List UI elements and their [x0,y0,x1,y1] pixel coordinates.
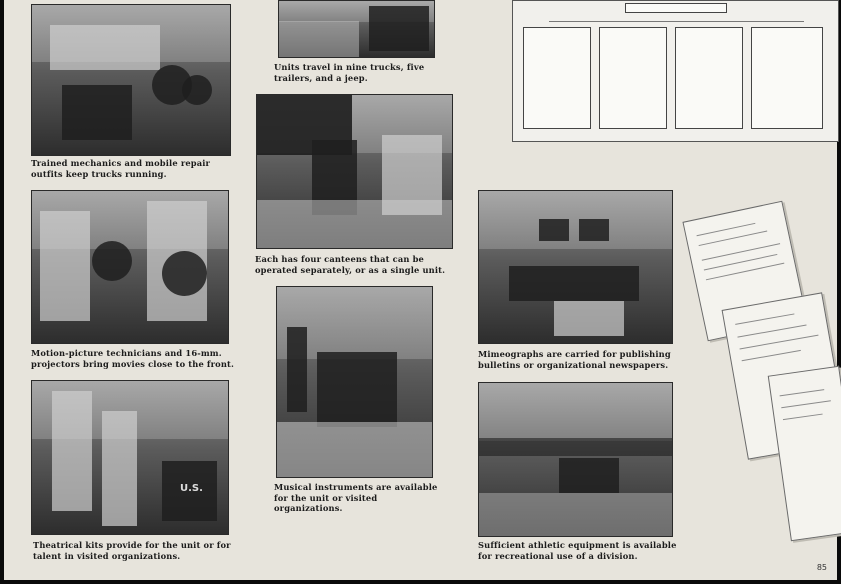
caption-theatrical: Theatrical kits provide for the unit or for talent in visited organizations. [33,540,231,561]
caption-athletic: Sufficient athletic equipment is available for recreational use of a division. [478,540,677,561]
photo-theatrical-kits [31,380,229,535]
photo-trucks [278,0,435,58]
caption-projectors: Motion-picture technicians and 16-mm. projectors bring movies close to the front. [31,348,235,369]
caption-trucks: Units travel in nine trucks, five trailers, and a jeep. [274,62,425,83]
caption-mechanics: Trained mechanics and mobile repair outfits keep trucks running. [31,158,211,179]
caption-mimeographs: Mimeographs are carried for publishing bulletins or organizational newspapers. [478,349,671,370]
chart-column-2 [599,27,667,129]
photo-mechanics-jeep [31,4,231,156]
crate-label: U.S. [180,483,203,494]
page-mark: 85 [816,563,827,572]
photo-musical-instruments [276,286,433,478]
chart-column-1 [523,27,591,129]
organization-chart [512,0,839,142]
photo-projector-technicians [31,190,229,344]
exhibit-poster [4,0,837,580]
photo-athletic-equipment [478,382,673,537]
photo-canteens [256,94,453,249]
caption-canteens: Each has four canteens that can be operated separately, or as a single unit. [255,254,446,275]
chart-column-3 [675,27,743,129]
caption-musical: Musical instruments are available for the unit or visited organizations. [274,482,438,513]
document-sheet-3 [768,366,841,541]
chart-column-4 [751,27,823,129]
chart-header-box [625,3,727,13]
photo-mimeographs [478,190,673,344]
